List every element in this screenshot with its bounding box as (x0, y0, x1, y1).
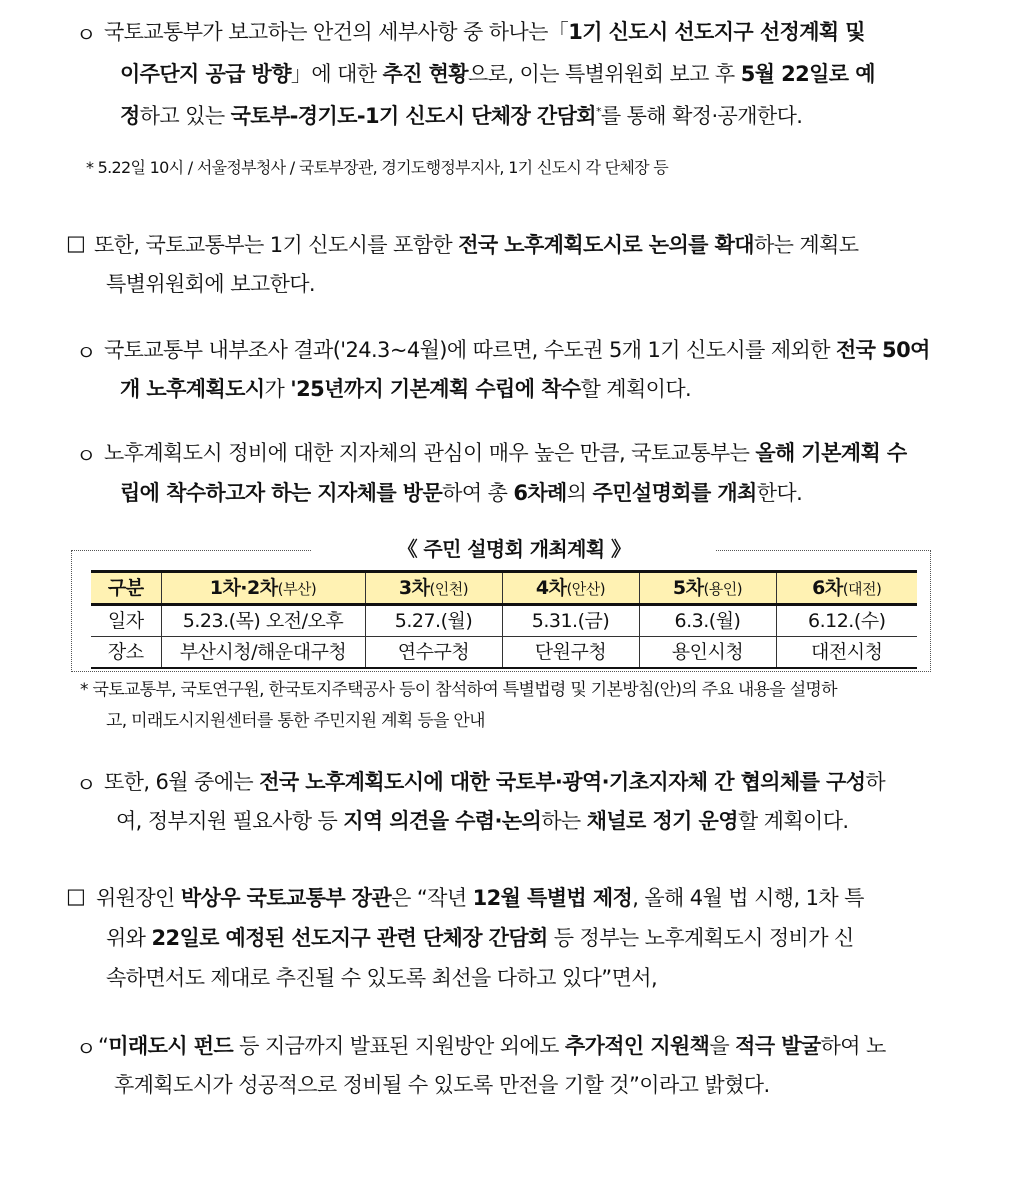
table-cell: 장소 (91, 637, 161, 669)
bold-text: 올해 기본계획 수 (755, 441, 907, 465)
line (104, 440, 907, 466)
bold-text: 주민설명회를 개최 (592, 481, 757, 505)
header-cell: 구분 (91, 572, 161, 605)
text-segment: 등 정부는 노후계획도시 정비가 신 (547, 926, 854, 950)
bold-text: 1기 신도시 선도지구 선정계획 및 (568, 20, 865, 44)
bold-text: 립에 착수하고자 하는 지자체를 방문 (120, 481, 443, 505)
bold-text: 이주단지 공급 방향 (120, 62, 291, 86)
table-cell: 5.31.(금) (502, 605, 639, 637)
text-segment: 위원장인 (96, 886, 181, 910)
line (120, 480, 802, 506)
bold-text: 12월 특별법 제정 (472, 886, 633, 910)
text-segment: 한다. (756, 481, 803, 505)
table-row (91, 637, 917, 669)
bold-text: '25년까지 기본계획 수립에 착수 (290, 377, 581, 401)
text-segment: 하여 노 (820, 1034, 886, 1058)
footnote-meeting: * 5.22일 10시 / 서울정부청사 / 국토부장관, 경기도행정부지사, 1기 신도시 각 단체장 등 (86, 158, 669, 177)
line (104, 19, 865, 45)
header-cell: 3차(인천) (365, 572, 502, 605)
line (106, 965, 657, 991)
line (104, 769, 885, 795)
table-footnote: * 국토교통부, 국토연구원, 한국토지주택공사 등이 참석하여 특별법령 및 기본방침(안)의 주요 내용을 설명하 (80, 680, 837, 700)
text-segment: * (595, 105, 601, 118)
bold-text: 개 노후계획도시 (120, 377, 265, 401)
text-segment: 속하면서도 제대로 추진될 수 있도록 최선을 다하고 있다”면서, (106, 966, 658, 990)
line (98, 1033, 886, 1059)
text-segment: 의 (566, 481, 593, 505)
bold-text: 미래도시 펀드 (108, 1034, 234, 1058)
table-cell: 대전시청 (776, 637, 917, 669)
text-segment: 또한, 국토교통부는 1기 신도시를 포함한 (94, 233, 459, 257)
bold-text: 전국 50여 (835, 338, 930, 362)
line (106, 271, 315, 297)
table-cell: 5.27.(월) (365, 605, 502, 637)
text-segment: 을 (709, 1034, 736, 1058)
bold-text: 추가적인 지원책 (564, 1034, 710, 1058)
text-segment: 여, 정부지원 필요사항 등 (116, 809, 344, 833)
table-row (91, 605, 917, 637)
text-segment: 하 (865, 770, 886, 794)
text-segment: 할 계획이다. (580, 377, 692, 401)
circle-bullet: ㅇ (76, 1037, 97, 1061)
line (96, 885, 864, 911)
table-cell: 연수구청 (365, 637, 502, 669)
text-segment: 또한, 6월 중에는 (104, 770, 260, 794)
text-segment: 특별위원회에 보고한다. (106, 272, 316, 296)
line (94, 232, 858, 258)
bold-text: 전국 노후계획도시로 논의를 확대 (458, 233, 754, 257)
text-segment: 으로, 이는 특별위원회 보고 후 (468, 62, 741, 86)
text-segment: 가 (264, 377, 291, 401)
text-segment: 를 통해 확정·공개한다. (600, 104, 803, 128)
bold-text: 5월 22일로 예 (740, 62, 875, 86)
square-bullet: □ (66, 231, 86, 255)
line (114, 1072, 770, 1098)
text-segment: , 올해 4월 법 시행, 1차 특 (632, 886, 864, 910)
text-segment: 위와 (106, 926, 152, 950)
schedule-table (91, 570, 917, 669)
circle-bullet: ㅇ (76, 773, 97, 797)
line (106, 925, 854, 951)
line (120, 103, 802, 129)
header-cell: 6차(대전) (776, 572, 917, 605)
bold-text: 지역 의견을 수렴·논의 (343, 809, 542, 833)
square-bullet: □ (66, 884, 86, 908)
table-cell: 6.3.(월) (639, 605, 776, 637)
text-segment: 하고 있는 (139, 104, 231, 128)
bold-text: 적극 발굴 (735, 1034, 821, 1058)
line (104, 337, 930, 363)
bold-text: 추진 현황 (382, 62, 468, 86)
bold-text: 전국 노후계획도시에 대한 국토부·광역·기초지자체 간 협의체를 구성 (259, 770, 866, 794)
table-cell: 5.23.(목) 오전/오후 (161, 605, 365, 637)
line (120, 376, 691, 402)
text-segment: 등 지금까지 발표된 지원방안 외에도 (233, 1034, 565, 1058)
text-segment: 하는 (541, 809, 587, 833)
bold-text: 정 (120, 104, 140, 128)
text-segment: 하는 계획도 (753, 233, 859, 257)
circle-bullet: ㅇ (76, 444, 97, 468)
bold-text: 채널로 정기 운영 (586, 809, 738, 833)
circle-bullet: ㅇ (76, 341, 97, 365)
line (120, 61, 875, 87)
text-segment: 」에 대한 (290, 62, 383, 86)
text-segment: 후계획도시가 성공적으로 정비될 수 있도록 만전을 기할 것”이라고 밝혔다. (114, 1073, 770, 1097)
table-cell: 부산시청/해운대구청 (161, 637, 365, 669)
text-segment: 하여 총 (442, 481, 514, 505)
text-segment: 은 “작년 (391, 886, 473, 910)
bold-text: 22일로 예정된 선도지구 관련 단체장 간담회 (151, 926, 548, 950)
bold-text: 6차례 (513, 481, 567, 505)
text-segment: 국토교통부 내부조사 결과('24.3~4월)에 따르면, 수도권 5개 1기 신도시를 제외한 (104, 338, 836, 362)
table-cell: 6.12.(수) (776, 605, 917, 637)
line (116, 808, 849, 834)
table-title: 《 주민 설명회 개최계획 》 (312, 534, 716, 564)
bold-text: 국토부-경기도-1기 신도시 단체장 간담회 (230, 104, 596, 128)
text-segment: 노후계획도시 정비에 대한 지자체의 관심이 매우 높은 만큼, 국토교통부는 (104, 441, 756, 465)
table-cell: 일자 (91, 605, 161, 637)
table-cell: 용인시청 (639, 637, 776, 669)
circle-bullet: ㅇ (76, 23, 97, 47)
table-footnote: 고, 미래도시지원센터를 통한 주민지원 계획 등을 안내 (106, 711, 485, 731)
header-cell: 1차·2차(부산) (161, 572, 365, 605)
text-segment: 할 계획이다. (737, 809, 849, 833)
bold-text: 박상우 국토교통부 장관 (180, 886, 392, 910)
header-cell: 5차(용인) (639, 572, 776, 605)
text-segment: 국토교통부가 보고하는 안건의 세부사항 중 하나는「 (104, 20, 569, 44)
text-segment: “ (98, 1034, 109, 1058)
table-cell: 단원구청 (502, 637, 639, 669)
header-cell: 4차(안산) (502, 572, 639, 605)
table-header-row (91, 572, 917, 605)
